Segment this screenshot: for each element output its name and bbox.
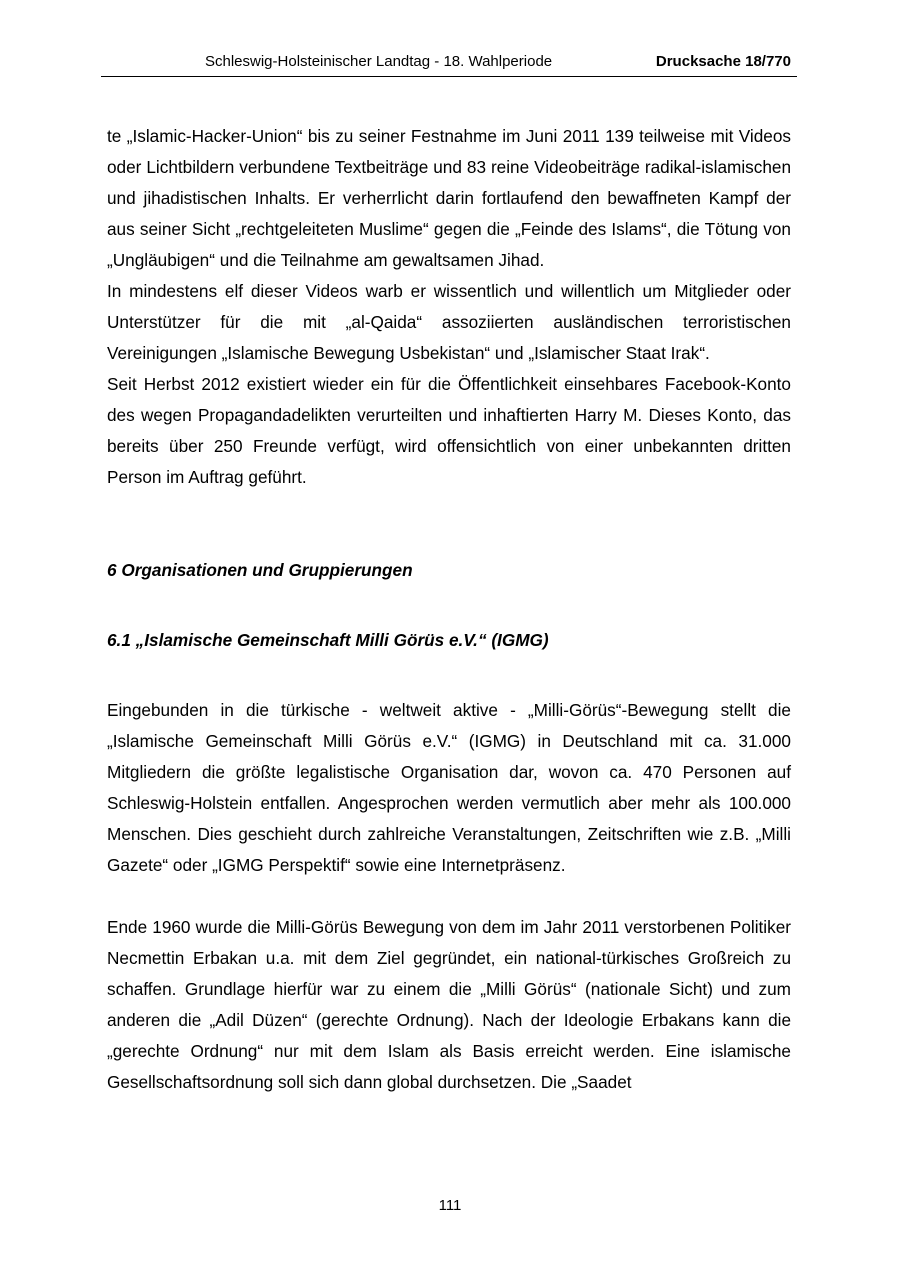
section-heading-6-1: 6.1 „Islamische Gemeinschaft Milli Görüs e.V.“ (IGMG) [107, 630, 549, 650]
paragraph-1: te „Islamic-Hacker-Union“ bis zu seiner Festnahme im Juni 2011 139 teilweise mit Videos oder Lichtbildern verbundene Textbeiträge und 83 reine Videobeiträge radikal-islamischen und jihadistischen Inhalts. Er verherrlicht darin fortlaufend den bewaffneten Kampf der aus seiner Sicht „rechtgeleiteten Muslime“ gegen die „Feinde des Islams“, die Tötung von „Ungläubigen“ und die Teilnahme am gewaltsamen Jihad. [107, 126, 791, 270]
page-number: 111 [438, 1197, 462, 1214]
heading-spacer [107, 586, 791, 625]
paragraph-spacer [107, 881, 791, 912]
page-header [101, 52, 797, 77]
paragraph-2: In mindestens elf dieser Videos warb er wissentlich und willentlich um Mitglieder oder Unterstützer für die mit „al-Qaida“ assoziierten ausländischen terroristischen Vereinigungen „Islamische Bewegung Usbekistan“ und „Islamischer Staat Irak“. [107, 281, 791, 363]
header-doc-number: Drucksache 18/770 [655, 53, 791, 70]
paragraph-4: Eingebunden in die türkische - weltweit aktive - „Milli-Görüs“-Bewegung stellt die „Islamische Gemeinschaft Milli Görüs e.V.“ (IGMG) in Deutschland mit ca. 31.000 Mitgliedern die größte legalistische Organisation dar, wovon ca. 470 Personen auf Schleswig-Holstein entfallen. Angesprochen werden vermutlich aber mehr als 100.000 Menschen. Dies geschieht durch zahlreiche Veranstaltungen, Zeitschriften wie z.B. „Milli Gazete“ oder „IGMG Perspektif“ sowie eine Internetpräsenz. [107, 700, 791, 875]
paragraph-5: Ende 1960 wurde die Milli-Görüs Bewegung von dem im Jahr 2011 verstorbenen Politiker Necmettin Erbakan u.a. mit dem Ziel gegründet, ein national-türkisches Großreich zu schaffen. Grundlage hierfür war zu einem die „Milli Görüs“ (nationale Sicht) und zum anderen die „Adil Düzen“ (gerechte Ordnung). Nach der Ideologie Erbakans kann die „gerechte Ordnung“ nur mit dem Islam als Basis erreicht werden. Eine islamische Gesellschaftsordnung soll sich dann global durchsetzen. Die „Saadet [107, 917, 791, 1092]
section-heading-6: 6 Organisationen und Gruppierungen [107, 560, 413, 580]
heading-spacer [107, 656, 791, 695]
paragraph-3: Seit Herbst 2012 existiert wieder ein für die Öffentlichkeit einsehbares Facebook-Konto des wegen Propagandadelikten verurteilten und inhaftierten Harry M. Dieses Konto, das bereits über 250 Freunde verfügt, wird offensichtlich von einer unbekannten dritten Person im Auftrag geführt. [107, 374, 791, 487]
header-title: Schleswig-Holsteinischer Landtag - 18. Wahlperiode [205, 53, 553, 70]
page-body [107, 121, 791, 1098]
section-spacer [107, 493, 791, 555]
